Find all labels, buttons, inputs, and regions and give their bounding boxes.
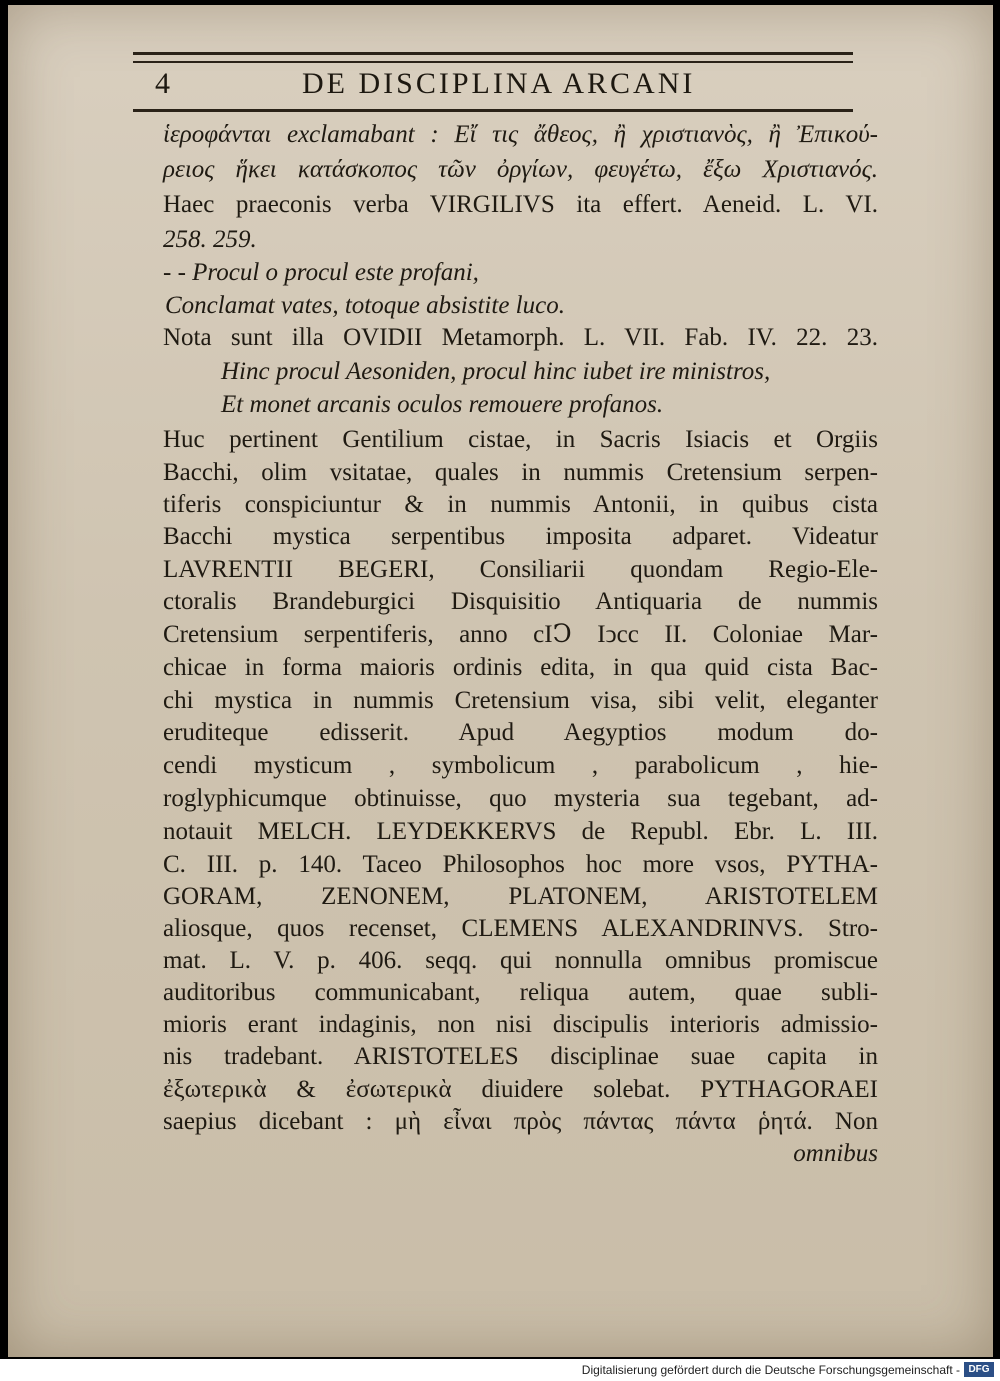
text-line-15: ctoralis Brandeburgici Disquisitio Antiquaria de nummis: [163, 588, 878, 615]
text-line-20: cendi mysticum , symbolicum , parabolicum , hie-: [163, 752, 878, 779]
text-line-11: Bacchi, olim vsitatae, quales in nummis Cretensium serpen-: [163, 459, 878, 486]
text-line-31: saepius dicebant : μὴ εἶναι πρὸς πάντας πάντα ῥητά. Non: [163, 1108, 878, 1135]
text-line-18: chi mystica in nummis Cretensium visa, sibi velit, eleganter: [163, 687, 878, 714]
text-line-29: nis tradebant. ARISTOTELES disciplinae suae capita in: [163, 1043, 878, 1070]
header-rule-second: [133, 61, 853, 63]
text-line-23: C. III. p. 140. Taceo Philosophos hoc more vsos, PYTHA-: [163, 851, 878, 878]
text-line-22: notauit MELCH. LEYDEKKERVS de Republ. Ebr. L. III.: [163, 818, 878, 845]
digitization-footer: [0, 1359, 1000, 1381]
text-line-17: chicae in forma maioris ordinis edita, in qua quid cista Bac-: [163, 654, 878, 681]
text-line-24: GORAM, ZENONEM, PLATONEM, ARISTOTELEM: [163, 883, 878, 910]
catchword: omnibus: [793, 1140, 878, 1167]
text-line-30: ἐξωτερικὰ & ἐσωτερικὰ diuidere solebat. PYTHAGORAEI: [163, 1076, 878, 1103]
text-line-4: 258. 259.: [163, 226, 257, 253]
text-line-27: auditoribus communicabant, reliqua autem, quae subli-: [163, 979, 878, 1006]
text-line-12: tiferis conspiciuntur & in nummis Antonii, in quibus cista: [163, 491, 878, 518]
book-page: [8, 5, 993, 1357]
text-line-25: aliosque, quos recenset, CLEMENS ALEXANDRINVS. Stro-: [163, 915, 878, 942]
text-line-19: eruditeque edisserit. Apud Aegyptios modum do-: [163, 719, 878, 746]
text-line-9: Et monet arcanis oculos remouere profanos.: [221, 391, 664, 418]
text-line-14: LAVRENTII BEGERI, Consiliarii quondam Regio-Ele-: [163, 556, 878, 583]
text-line-6: Conclamat vates, totoque absistite luco.: [165, 292, 565, 319]
page-number: 4: [155, 67, 170, 100]
text-line-2: ρειος ἥκει κατάσκοπος τῶν ὀργίων, φευγέτω, ἔξω Χριστιανός.: [163, 156, 878, 183]
text-line-16: Cretensium serpentiferis, anno cIↃ Iↄcc II. Coloniae Mar-: [163, 621, 878, 648]
dfg-logo-icon: DFG: [964, 1362, 994, 1377]
text-line-26: mat. L. V. p. 406. seqq. qui nonnulla omnibus promiscue: [163, 947, 878, 974]
header-rule-bottom: [133, 109, 853, 112]
text-line-10: Huc pertinent Gentilium cistae, in Sacris Isiacis et Orgiis: [163, 426, 878, 453]
footer-credit: Digitalisierung gefördert durch die Deutsche Forschungsgemeinschaft -: [581, 1363, 960, 1377]
text-line-21: roglyphicumque obtinuisse, quo mysteria sua tegebant, ad-: [163, 785, 878, 812]
header-rule-top: [133, 52, 853, 55]
text-line-1: ἱεροφάνται exclamabant : Εἴ τις ἄθεος, ἢ χριστιανὸς, ἢ Ἐπικού-: [163, 121, 878, 148]
text-line-28: mioris erant indaginis, non nisi discipulis interioris admissio-: [163, 1011, 878, 1038]
text-line-7: Nota sunt illa OVIDII Metamorph. L. VII. Fab. IV. 22. 23.: [163, 324, 878, 351]
text-line-3: Haec praeconis verba VIRGILIVS ita effert. Aeneid. L. VI.: [163, 191, 878, 218]
text-line-5: - - Procul o procul este profani,: [163, 259, 479, 286]
text-line-8: Hinc procul Aesoniden, procul hinc iubet ire ministros,: [221, 358, 771, 385]
text-line-13: Bacchi mystica serpentibus imposita adparet. Videatur: [163, 523, 878, 550]
running-head: DE DISCIPLINA ARCANI: [302, 67, 696, 100]
